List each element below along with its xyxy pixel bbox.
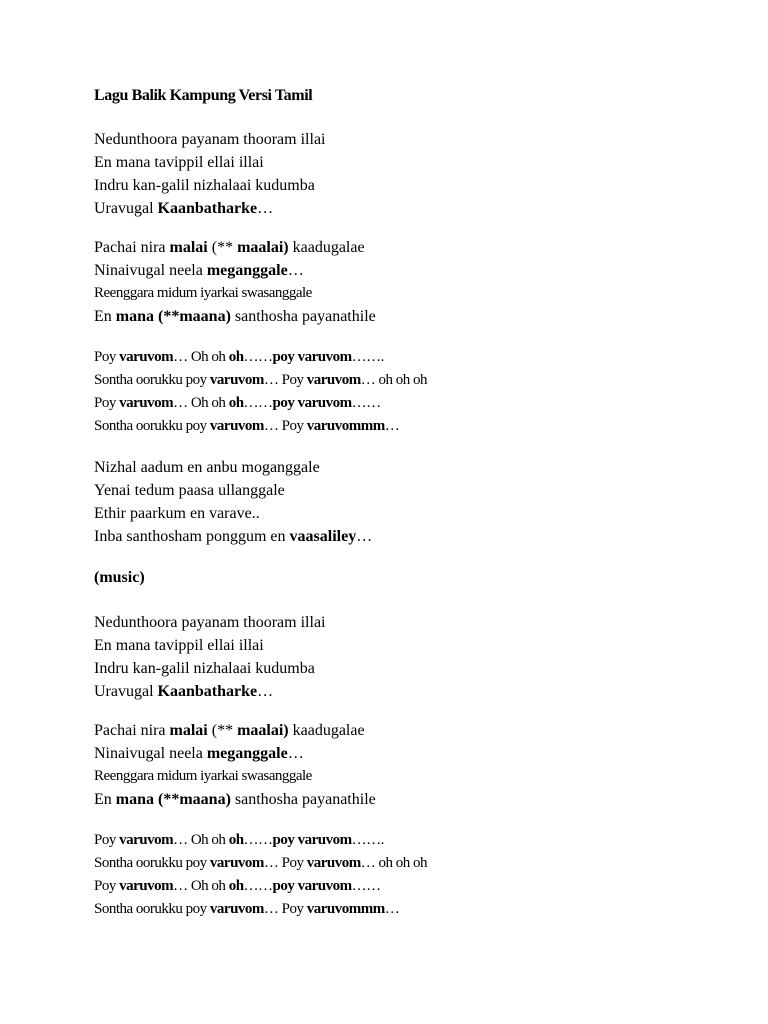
lyric-bold-segment: Kaanbatharke <box>157 200 258 217</box>
lyric-bold-segment: malai <box>169 722 208 739</box>
lyric-bold-segment: varuvom <box>119 832 174 848</box>
lyric-line <box>94 634 325 657</box>
lyric-bold-segment: poy varuvom <box>272 832 352 848</box>
lyric-line <box>94 829 427 852</box>
lyric-line <box>94 197 325 220</box>
lyric-bold-segment: varuvommm <box>306 418 385 434</box>
lyric-segment: … Oh oh <box>173 395 229 411</box>
lyric-line <box>94 898 427 921</box>
lyric-segment: En <box>94 308 116 325</box>
lyric-segment: …… <box>351 878 381 894</box>
lyric-segment: …… <box>351 395 381 411</box>
lyric-segment: … Poy <box>263 901 307 917</box>
lyric-segment: … Poy <box>263 855 307 871</box>
lyric-segment: … Poy <box>263 418 307 434</box>
lyric-line <box>94 680 325 703</box>
lyric-segment: Poy <box>94 395 120 411</box>
lyric-segment: …… <box>243 349 273 365</box>
stanza-7 <box>94 829 427 921</box>
lyric-line <box>94 742 376 765</box>
lyric-line <box>94 611 325 634</box>
stanza-3 <box>94 346 427 438</box>
document-title: Lagu Balik Kampung Versi Tamil <box>94 87 313 104</box>
lyric-bold-segment: oh <box>228 832 244 848</box>
lyric-line <box>94 765 376 788</box>
lyric-line <box>94 657 325 680</box>
lyric-line <box>94 392 427 415</box>
lyric-line <box>94 525 372 548</box>
lyric-segment: En mana tavippil ellai illai <box>94 637 264 654</box>
lyric-segment: … oh oh oh <box>360 855 428 871</box>
lyric-segment: kaadugalae <box>288 239 365 256</box>
lyric-bold-segment: varuvom <box>119 349 174 365</box>
lyric-line <box>94 282 376 305</box>
lyric-bold-segment: varuvom <box>209 855 264 871</box>
lyric-bold-segment: varuvom <box>306 855 361 871</box>
lyric-segment: santhosha payanathile <box>230 308 376 325</box>
lyric-line <box>94 236 376 259</box>
lyric-bold-segment: varuvom <box>209 901 264 917</box>
lyric-segment: Uravugal <box>94 200 158 217</box>
lyric-segment: … <box>257 683 274 700</box>
stanza-2 <box>94 236 376 328</box>
lyric-segment: … <box>257 200 274 217</box>
lyric-segment: Pachai nira <box>94 239 170 256</box>
lyric-bold-segment: meganggale <box>206 745 288 762</box>
stanza-5 <box>94 611 325 703</box>
lyric-bold-segment: poy varuvom <box>272 395 352 411</box>
lyric-bold-segment: varuvom <box>119 395 174 411</box>
lyric-segment: kaadugalae <box>288 722 365 739</box>
lyric-bold-segment: poy varuvom <box>272 878 352 894</box>
lyric-segment: … Oh oh <box>173 349 229 365</box>
lyric-bold-segment: varuvom <box>306 372 361 388</box>
lyric-segment: … Poy <box>263 372 307 388</box>
lyric-segment: … <box>356 528 373 545</box>
lyric-bold-segment: Kaanbatharke <box>157 683 258 700</box>
lyric-segment: Ethir paarkum en varave.. <box>94 505 260 522</box>
stanza-6 <box>94 719 376 811</box>
lyric-segment: … Oh oh <box>173 878 229 894</box>
lyric-segment: Sontha oorukku poy <box>94 855 210 871</box>
lyric-bold-segment: maalai) <box>237 239 289 256</box>
lyric-bold-segment: varuvom <box>209 372 264 388</box>
lyric-line <box>94 788 376 811</box>
lyric-segment: Sontha oorukku poy <box>94 418 210 434</box>
lyric-line <box>94 415 427 438</box>
lyric-segment: …… <box>243 395 273 411</box>
lyric-bold-segment: vaasaliley <box>289 528 357 545</box>
lyric-line <box>94 456 372 479</box>
lyric-bold-segment: mana (**maana) <box>115 308 231 325</box>
lyric-segment: … <box>287 745 304 762</box>
lyric-segment: Sontha oorukku poy <box>94 901 210 917</box>
lyric-segment: Uravugal <box>94 683 158 700</box>
lyric-segment: Poy <box>94 878 120 894</box>
stanza-4 <box>94 456 372 548</box>
lyric-line <box>94 259 376 282</box>
lyric-segment: Poy <box>94 349 120 365</box>
lyric-segment: ……. <box>351 349 384 365</box>
lyric-segment: Nedunthoora payanam thooram illai <box>94 614 326 631</box>
lyric-line <box>94 151 325 174</box>
lyric-bold-segment: varuvom <box>209 418 264 434</box>
lyric-line <box>94 502 372 525</box>
lyric-segment: Reenggara midum iyarkai swasanggale <box>94 768 312 784</box>
lyric-line <box>94 128 325 151</box>
lyric-segment: Ninaivugal neela <box>94 745 207 762</box>
lyric-bold-segment: oh <box>228 349 244 365</box>
lyric-segment: Pachai nira <box>94 722 170 739</box>
lyric-bold-segment: mana (**maana) <box>115 791 231 808</box>
lyric-segment: Sontha oorukku poy <box>94 372 210 388</box>
lyric-bold-segment: malai <box>169 239 208 256</box>
lyric-segment: Inba santhosham ponggum en <box>94 528 290 545</box>
stanza-1 <box>94 128 325 220</box>
lyric-segment: … oh oh oh <box>360 372 428 388</box>
lyric-line <box>94 174 325 197</box>
lyric-bold-segment: poy varuvom <box>272 349 352 365</box>
lyric-segment: …… <box>243 878 273 894</box>
lyric-line <box>94 369 427 392</box>
lyric-segment: … <box>287 262 304 279</box>
lyric-segment: santhosha payanathile <box>230 791 376 808</box>
lyric-segment: Reenggara midum iyarkai swasanggale <box>94 285 312 301</box>
lyric-segment: Nizhal aadum en anbu moganggale <box>94 459 320 476</box>
lyric-line <box>94 305 376 328</box>
lyric-segment: … <box>384 901 400 917</box>
lyric-line <box>94 852 427 875</box>
lyric-bold-segment: varuvommm <box>306 901 385 917</box>
music-label: (music) <box>94 569 145 586</box>
lyric-segment: … <box>384 418 400 434</box>
lyric-segment: Indru kan-galil nizhalaai kudumba <box>94 177 315 194</box>
lyric-segment: Yenai tedum paasa ullanggale <box>94 482 285 499</box>
lyric-segment: ……. <box>351 832 384 848</box>
lyric-bold-segment: maalai) <box>237 722 289 739</box>
lyric-segment: Nedunthoora payanam thooram illai <box>94 131 326 148</box>
lyric-line <box>94 346 427 369</box>
lyric-segment: … Oh oh <box>173 832 229 848</box>
lyric-segment: (** <box>207 239 238 256</box>
lyric-bold-segment: oh <box>228 878 244 894</box>
lyric-segment: Ninaivugal neela <box>94 262 207 279</box>
lyric-line <box>94 719 376 742</box>
lyric-bold-segment: varuvom <box>119 878 174 894</box>
lyric-segment: …… <box>243 832 273 848</box>
lyric-segment: Indru kan-galil nizhalaai kudumba <box>94 660 315 677</box>
lyric-segment: En mana tavippil ellai illai <box>94 154 264 171</box>
lyric-line <box>94 875 427 898</box>
lyric-bold-segment: oh <box>228 395 244 411</box>
lyric-segment: En <box>94 791 116 808</box>
lyric-line <box>94 479 372 502</box>
lyric-segment: (** <box>207 722 238 739</box>
lyric-segment: Poy <box>94 832 120 848</box>
lyric-bold-segment: meganggale <box>206 262 288 279</box>
